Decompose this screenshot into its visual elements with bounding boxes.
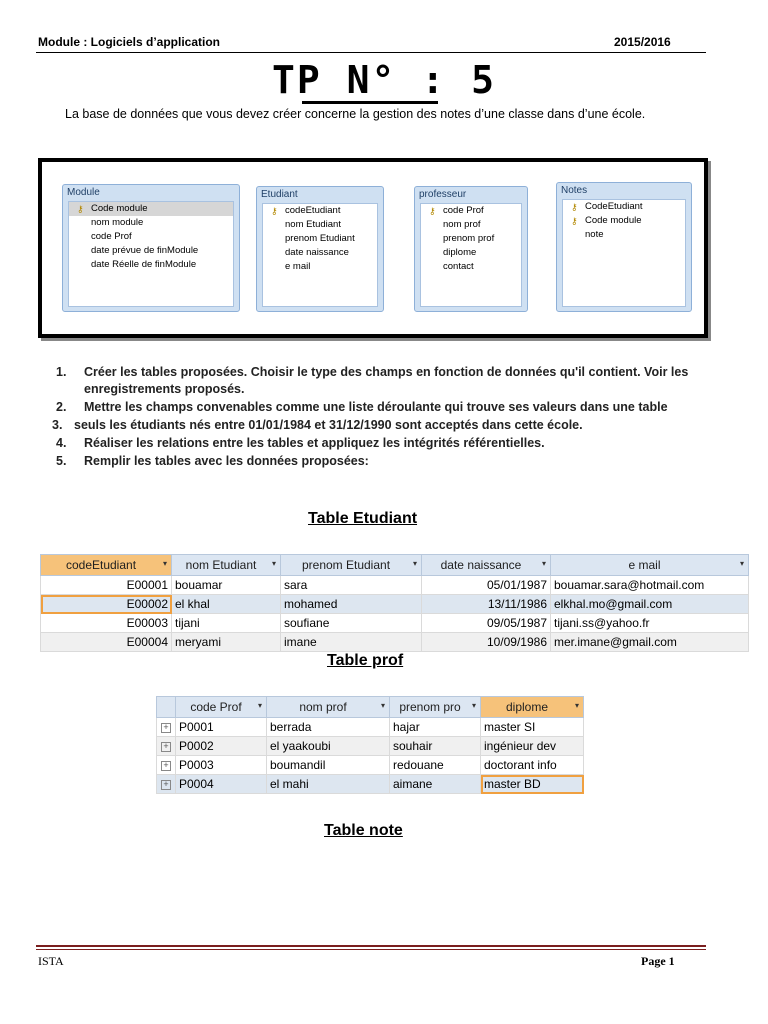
dropdown-arrow-icon: ▾ <box>739 559 744 568</box>
table-cell[interactable]: P0003 <box>176 756 267 775</box>
table-cell[interactable]: souhair <box>390 737 481 756</box>
expand-icon[interactable]: + <box>157 737 176 756</box>
schema-field[interactable]: nom module <box>91 217 144 228</box>
question-item: 3. seuls les étudiants nés entre 01/01/1984 et 31/12/1990 sont acceptés dans cette école. <box>52 418 583 432</box>
etudiant-datasheet <box>40 554 749 652</box>
schema-field-list <box>262 203 378 307</box>
section-title-prof: Table prof <box>327 652 404 669</box>
column-header[interactable]: e mail ▾ <box>551 555 749 576</box>
footer-rule <box>36 945 706 947</box>
key-icon: ⚷ <box>571 216 578 226</box>
table-cell[interactable]: meryami <box>172 633 281 652</box>
schema-field[interactable]: e mail <box>285 261 311 272</box>
table-cell[interactable]: 09/05/1987 <box>422 614 551 633</box>
table-cell[interactable]: tijani <box>172 614 281 633</box>
table-cell[interactable]: mohamed <box>281 595 422 614</box>
table-cell[interactable]: P0002 <box>176 737 267 756</box>
column-header[interactable]: prenom Etudiant ▾ <box>281 555 422 576</box>
schema-field[interactable]: note <box>585 229 604 240</box>
dropdown-arrow-icon: ▾ <box>574 701 579 710</box>
column-header[interactable]: nom prof ▾ <box>267 697 390 718</box>
key-icon: ⚷ <box>429 206 436 216</box>
key-icon: ⚷ <box>571 202 578 212</box>
table-cell[interactable]: berrada <box>267 718 390 737</box>
dropdown-arrow-icon: ▾ <box>412 559 417 568</box>
schema-table-notes[interactable] <box>556 182 692 312</box>
schema-field[interactable]: contact <box>443 261 474 272</box>
footer-school: ISTA <box>38 954 64 968</box>
table-cell[interactable]: master BD <box>481 775 584 794</box>
table-cell[interactable]: ingénieur dev <box>481 737 584 756</box>
schema-table-title: Etudiant <box>261 189 298 200</box>
table-row[interactable] <box>41 576 749 595</box>
schema-field[interactable]: date prévue de finModule <box>91 245 199 256</box>
table-row[interactable] <box>157 775 584 794</box>
column-header[interactable]: codeEtudiant ▾ <box>41 555 172 576</box>
table-cell[interactable]: 05/01/1987 <box>422 576 551 595</box>
schema-field-list <box>68 201 234 307</box>
question-item: 1. Créer les tables proposées. Choisir le type des champs en fonction de données qu'il contient. Voir les enregistrements proposés. <box>56 365 689 396</box>
column-header[interactable]: prenom pro ▾ <box>390 697 481 718</box>
table-cell[interactable]: bouamar <box>172 576 281 595</box>
table-cell[interactable]: 10/09/1986 <box>422 633 551 652</box>
schema-diagram <box>38 158 708 338</box>
schema-field[interactable]: prenom Etudiant <box>285 233 355 244</box>
expand-icon[interactable]: + <box>157 756 176 775</box>
schema-table-professeur[interactable] <box>414 186 528 312</box>
question-item: 2. Mettre les champs convenables comme une liste déroulante qui trouve ses valeurs dans une table <box>56 400 668 414</box>
prof-datasheet <box>156 696 584 794</box>
intro-paragraph: La base de données que vous devez créer concerne la gestion des notes d’une classe dans d’une école. <box>65 107 646 121</box>
table-cell[interactable]: aimane <box>390 775 481 794</box>
page-title: TP N° : 5 <box>272 58 496 102</box>
dropdown-arrow-icon: ▾ <box>541 559 546 568</box>
dropdown-arrow-icon: ▾ <box>257 701 262 710</box>
schema-field[interactable]: nom Etudiant <box>285 219 341 230</box>
dropdown-arrow-icon: ▾ <box>471 701 476 710</box>
dropdown-arrow-icon: ▾ <box>162 559 167 568</box>
row-selector-header <box>157 697 176 718</box>
table-cell[interactable]: tijani.ss@yahoo.fr <box>551 614 749 633</box>
header-module: Module : Logiciels d’application <box>38 35 221 49</box>
question-item: 4. Réaliser les relations entre les tables et appliquez les intégrités référentielles. <box>56 436 545 450</box>
column-header[interactable]: date naissance ▾ <box>422 555 551 576</box>
expand-icon[interactable]: + <box>157 718 176 737</box>
schema-field[interactable]: diplome <box>443 247 477 258</box>
header-rule <box>36 52 706 53</box>
schema-table-module[interactable] <box>62 184 240 312</box>
table-cell[interactable]: bouamar.sara@hotmail.com <box>551 576 749 595</box>
table-cell[interactable]: el mahi <box>267 775 390 794</box>
schema-field[interactable]: nom prof <box>443 219 481 230</box>
question-list <box>52 364 716 471</box>
schema-field[interactable]: ⚷ Code module <box>69 202 233 216</box>
schema-field[interactable]: ⚷ CodeEtudiant <box>571 201 643 212</box>
expand-icon[interactable]: + <box>157 775 176 794</box>
table-cell[interactable]: E00001 <box>41 576 172 595</box>
schema-field[interactable]: date Réelle de finModule <box>91 259 197 270</box>
table-cell[interactable]: soufiane <box>281 614 422 633</box>
table-cell[interactable]: el khal <box>172 595 281 614</box>
table-row[interactable] <box>41 595 749 614</box>
table-cell[interactable]: imane <box>281 633 422 652</box>
schema-field[interactable]: ⚷ Code module <box>571 215 642 226</box>
table-cell[interactable]: E00002 <box>41 595 172 614</box>
table-cell[interactable]: el yaakoubi <box>267 737 390 756</box>
schema-table-title: Module <box>67 187 100 198</box>
table-row[interactable] <box>41 614 749 633</box>
table-cell[interactable]: hajar <box>390 718 481 737</box>
table-cell[interactable]: P0004 <box>176 775 267 794</box>
table-cell[interactable]: mer.imane@gmail.com <box>551 633 749 652</box>
table-cell[interactable]: P0001 <box>176 718 267 737</box>
schema-field[interactable]: code Prof <box>91 231 132 242</box>
table-cell[interactable]: elkhal.mo@gmail.com <box>551 595 749 614</box>
footer-rule <box>36 949 706 950</box>
table-row[interactable] <box>157 756 584 775</box>
schema-field[interactable]: prenom prof <box>443 233 495 244</box>
column-header[interactable]: code Prof ▾ <box>176 697 267 718</box>
schema-field[interactable]: ⚷ code Prof <box>429 205 484 216</box>
table-cell[interactable]: boumandil <box>267 756 390 775</box>
key-icon: ⚷ <box>77 204 84 214</box>
table-cell[interactable]: master SI <box>481 718 584 737</box>
table-cell[interactable]: E00004 <box>41 633 172 652</box>
table-cell[interactable]: E00003 <box>41 614 172 633</box>
schema-table-title: Notes <box>561 185 588 196</box>
title-underline <box>302 101 438 104</box>
column-header[interactable]: nom Etudiant ▾ <box>172 555 281 576</box>
schema-field-list <box>562 199 686 307</box>
schema-field[interactable]: date naissance <box>285 247 349 258</box>
key-icon: ⚷ <box>271 206 278 216</box>
question-item: 5. Remplir les tables avec les données proposées: <box>56 454 369 468</box>
table-row[interactable] <box>157 737 584 756</box>
schema-field[interactable]: ⚷ codeEtudiant <box>271 205 341 216</box>
dropdown-arrow-icon: ▾ <box>271 559 276 568</box>
section-title-etudiant: Table Etudiant <box>308 510 418 527</box>
footer-page-number: Page 1 <box>641 954 675 968</box>
table-cell[interactable]: redouane <box>390 756 481 775</box>
header-year: 2015/2016 <box>614 35 671 49</box>
section-title-note: Table note <box>324 822 403 839</box>
column-header[interactable]: diplome ▾ <box>481 697 584 718</box>
schema-table-etudiant[interactable] <box>256 186 384 312</box>
dropdown-arrow-icon: ▾ <box>380 701 385 710</box>
schema-field-list <box>420 203 522 307</box>
table-row[interactable] <box>41 633 749 652</box>
table-cell[interactable]: sara <box>281 576 422 595</box>
table-cell[interactable]: doctorant info <box>481 756 584 775</box>
table-cell[interactable]: 13/11/1986 <box>422 595 551 614</box>
table-row[interactable] <box>157 718 584 737</box>
schema-table-title: professeur <box>419 189 467 200</box>
